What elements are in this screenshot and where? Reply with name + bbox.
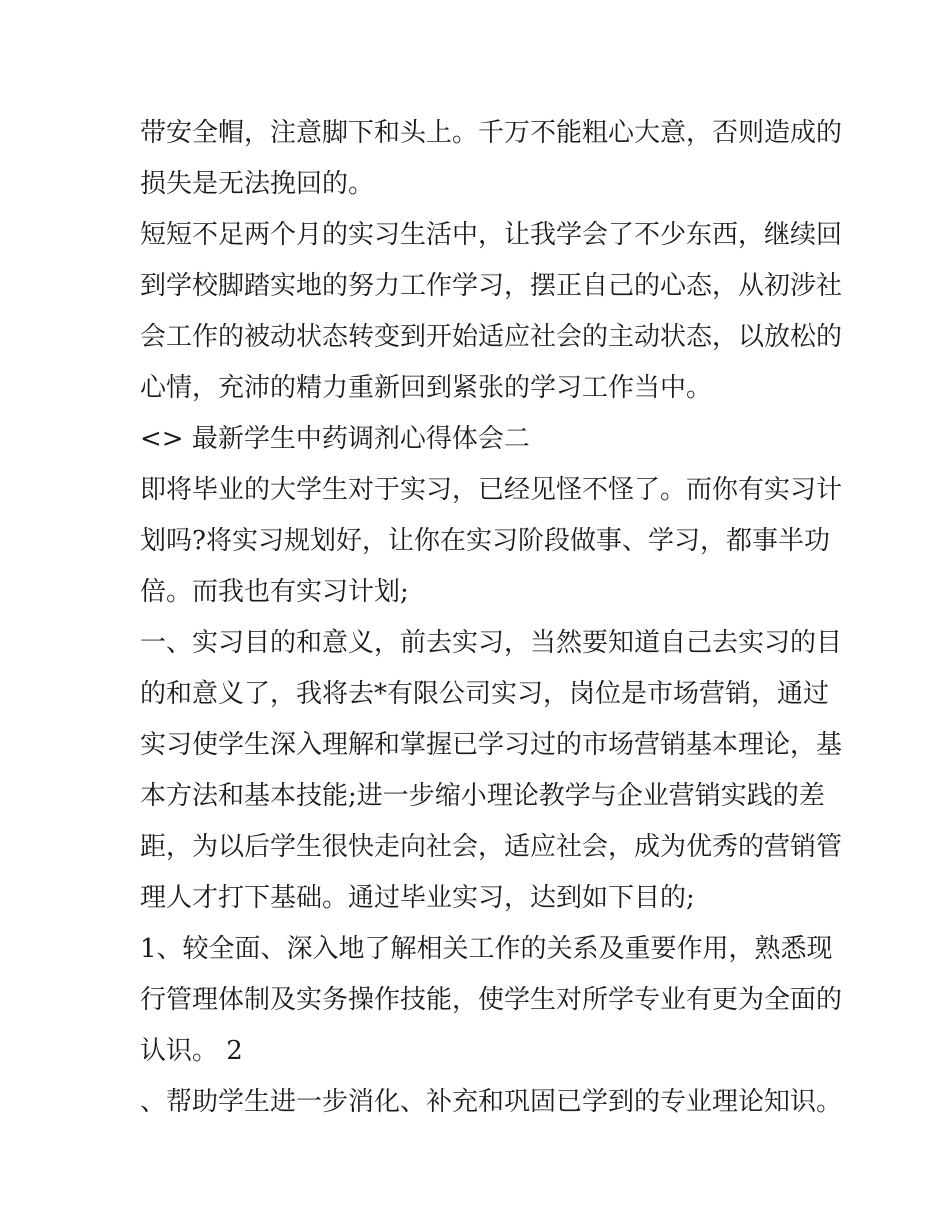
text-line: 实习使学生深入理解和掌握已学习过的市场营销基本理论，基 — [140, 730, 843, 760]
text-line: 即将毕业的大学生对于实习，已经见怪不怪了。而你有实习计 — [140, 475, 843, 505]
text-line: 距，为以后学生很快走向社会，适应社会，成为优秀的营销管 — [140, 832, 843, 862]
text-line: 一、实习目的和意义，前去实习，当然要知道自己去实习的目 — [140, 628, 843, 658]
text-line: 理人才打下基础。通过毕业实习，达到如下目的; — [140, 883, 695, 913]
text-line: 的和意义了，我将去*有限公司实习，岗位是市场营销，通过 — [140, 679, 830, 709]
text-line: 到学校脚踏实地的努力工作学习，摆正自己的心态，从初涉社 — [140, 271, 843, 301]
text-line: 、帮助学生进一步消化、补充和巩固已学到的专业理论知识。 — [140, 1087, 843, 1117]
text-line: 带安全帽，注意脚下和头上。千万不能粗心大意，否则造成的 — [140, 118, 843, 148]
text-line: 心情，充沛的精力重新回到紧张的学习工作当中。 — [140, 373, 713, 403]
text-line: 会工作的被动状态转变到开始适应社会的主动状态，以放松的 — [140, 322, 843, 352]
document-body — [140, 108, 843, 1128]
text-line: 行管理体制及实务操作技能，使学生对所学专业有更为全面的 — [140, 985, 843, 1015]
text-line: 倍。而我也有实习计划; — [140, 577, 409, 607]
text-line: 1、较全面、深入地了解相关工作的关系及重要作用，熟悉现 — [140, 934, 833, 964]
text-line: 认识。 2 — [140, 1036, 243, 1066]
text-line: 损失是无法挽回的。 — [140, 169, 375, 199]
text-line: 划吗?将实习规划好，让你在实习阶段做事、学习，都事半功 — [140, 526, 830, 556]
text-line: 短短不足两个月的实习生活中，让我学会了不少东西，继续回 — [140, 220, 843, 250]
text-line: 本方法和基本技能;进一步缩小理论教学与企业营销实践的差 — [140, 781, 825, 811]
section-heading: <> 最新学生中药调剂心得体会二 — [140, 424, 530, 454]
